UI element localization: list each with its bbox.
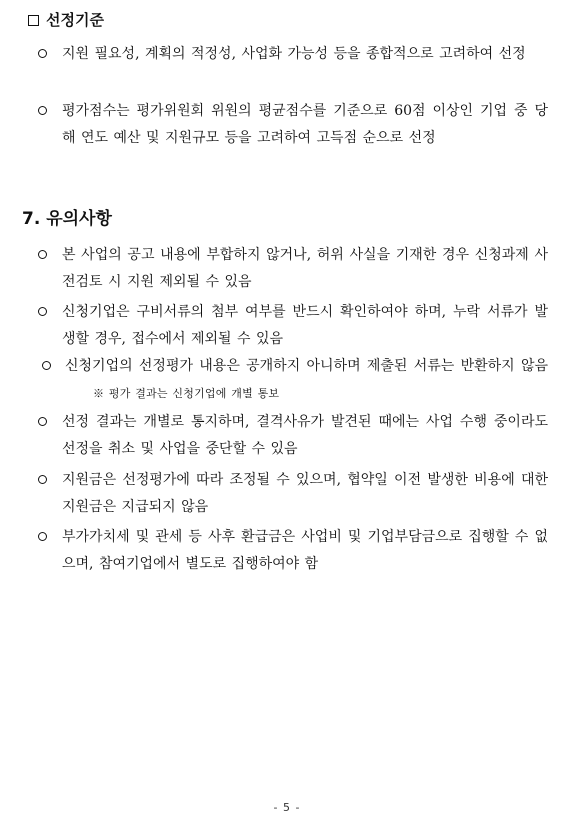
criteria-heading-text: 선정기준	[46, 11, 104, 29]
page-number: - 5 -	[273, 801, 301, 814]
criteria-item-1-text: 지원 필요성, 계획의 적정성, 사업화 가능성 등을 종합적으로 고려하여 선정	[62, 46, 526, 62]
circle-bullet-icon	[38, 475, 47, 484]
circle-bullet-icon	[38, 307, 47, 316]
notes-heading: 7. 유의사항	[22, 209, 112, 229]
notes-item-4-text: 선정 결과는 개별로 통지하며, 결격사유가 발견된 때에는 사업 수행 중이라도 선정을 취소 및 사업을 중단할 수 있음	[62, 414, 548, 457]
checkbox-square-icon	[28, 15, 39, 26]
circle-bullet-icon	[38, 417, 47, 426]
circle-bullet-icon	[38, 49, 47, 58]
notes-item-2-text: 신청기업은 구비서류의 첨부 여부를 반드시 확인하여야 하며, 누락 서류가 발생할 경우, 접수에서 제외될 수 있음	[62, 304, 548, 347]
notes-item-1-text: 본 사업의 공고 내용에 부합하지 않거나, 허위 사실을 기재한 경우 신청과제 사전검토 시 지원 제외될 수 있음	[62, 247, 548, 290]
criteria-item-2-text: 평가점수는 평가위원회 위원의 평균점수를 기준으로 60점 이상인 기업 중 당해 연도 예산 및 지원규모 등을 고려하여 고득점 순으로 선정	[62, 103, 548, 146]
circle-bullet-icon	[38, 250, 47, 259]
notes-item-6-text: 부가가치세 및 관세 등 사후 환급금은 사업비 및 기업부담금으로 집행할 수 없으며, 참여기업에서 별도로 집행하여야 함	[62, 529, 548, 572]
circle-bullet-icon	[42, 361, 51, 370]
notes-item-3-text: 신청기업의 선정평가 내용은 공개하지 아니하며 제출된 서류는 반환하지 않음	[65, 358, 548, 374]
circle-bullet-icon	[38, 106, 47, 115]
criteria-heading	[28, 10, 104, 30]
notes-item-5-text: 지원금은 선정평가에 따라 조정될 수 있으며, 협약일 이전 발생한 비용에 대한 지원금은 지급되지 않음	[62, 472, 548, 515]
notes-inline-note: ※ 평가 결과는 신청기업에 개별 통보	[93, 387, 280, 400]
circle-bullet-icon	[38, 532, 47, 541]
